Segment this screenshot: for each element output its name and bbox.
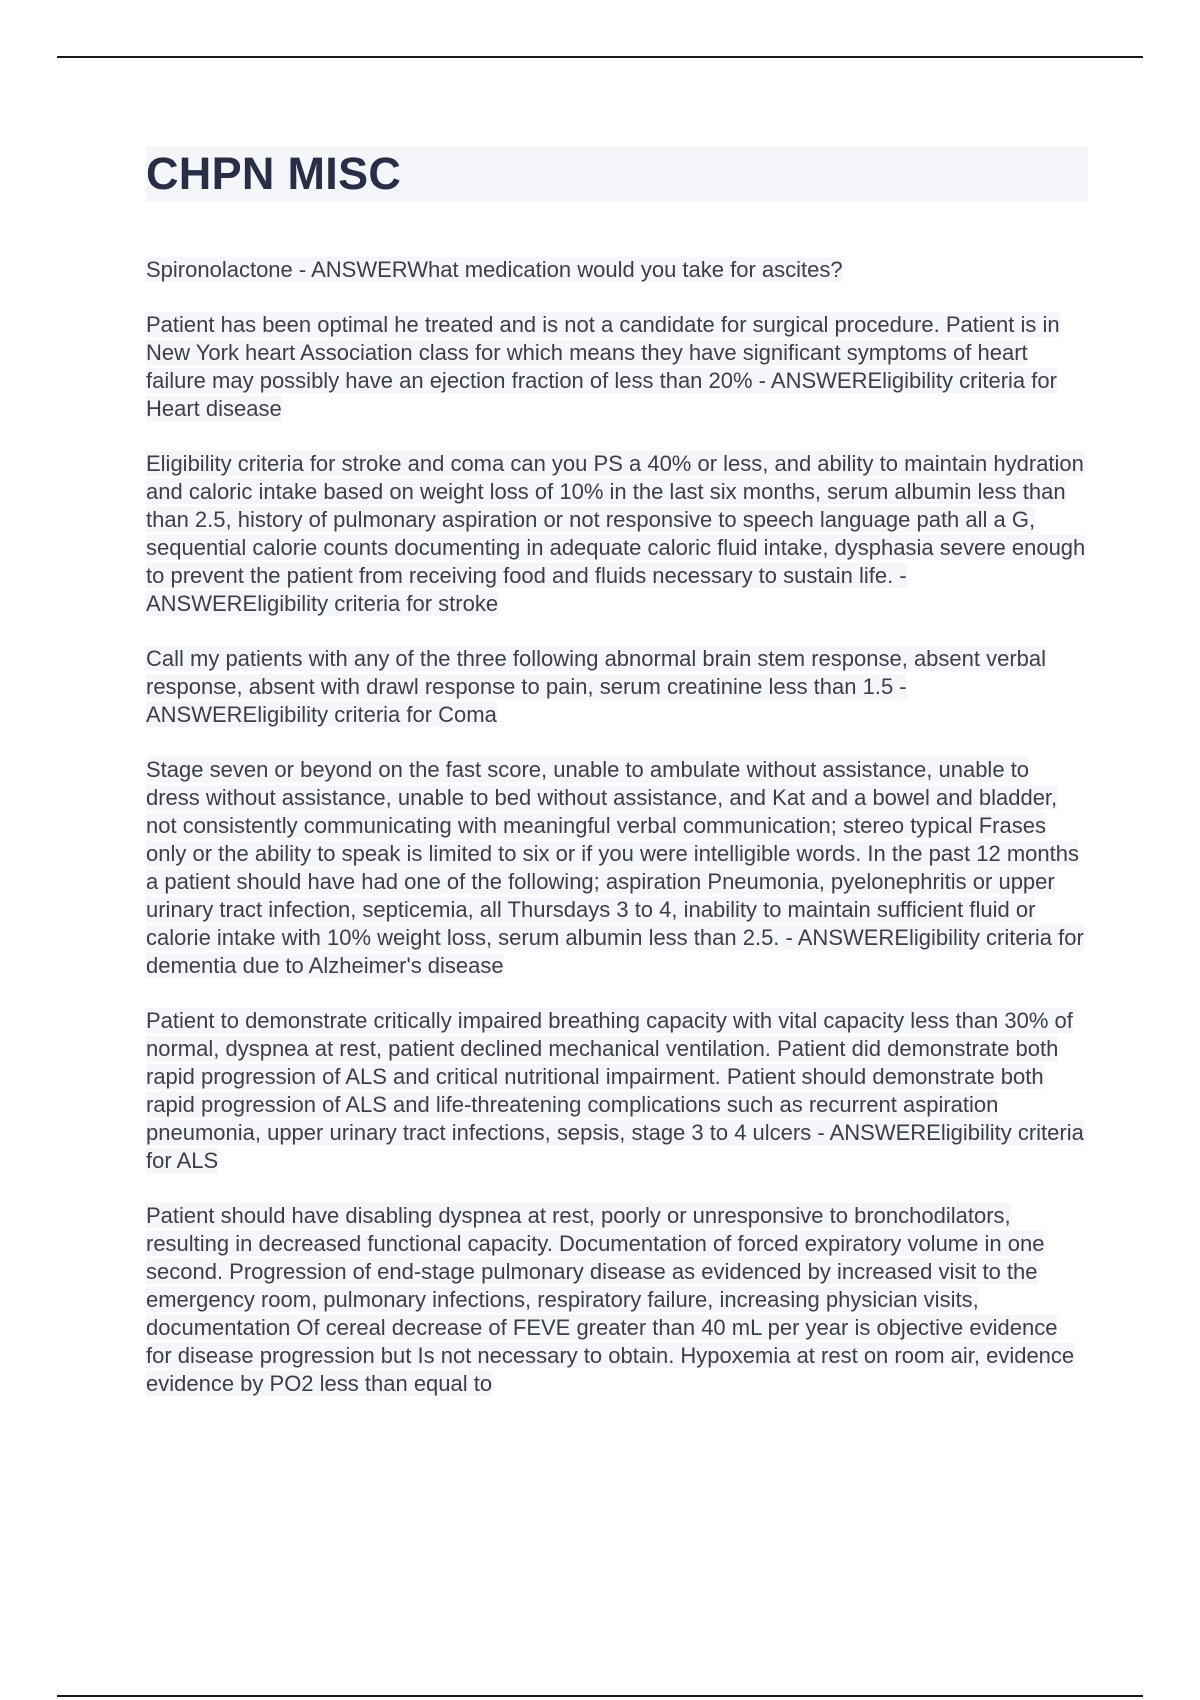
qa-text: Patient should have disabling dyspnea at rest, poorly or unresponsive to bronchodilators, resulting in decreased functional capacity. Documentation of forced expiratory volume in one second. Progression of end-stage pulmonary disease as evidenced by increased visit to the emergency room, pulmonary infections, respiratory failure, increasing physician visits, documentation Of cereal decrease of FEVE greater than 40 mL per year is objective evidence for disease progression but Is not necessary to obtain. Hypoxemia at rest on room air, evidence evidence by PO2 less than equal to — [146, 1203, 1075, 1396]
qa-item — [146, 311, 1088, 423]
qa-item — [146, 256, 1088, 284]
qa-item — [146, 645, 1088, 729]
top-rule — [57, 56, 1143, 58]
qa-item — [146, 756, 1088, 980]
bottom-rule — [57, 1695, 1143, 1697]
document-title: CHPN MISC — [146, 148, 402, 199]
qa-item — [146, 1202, 1088, 1398]
qa-text: Call my patients with any of the three following abnormal brain stem response, absent verbal response, absent with drawl response to pain, serum creatinine less than 1.5 - ANSWEREligibility criteria for Coma — [146, 646, 1047, 727]
title-band — [146, 146, 1088, 202]
qa-text: Patient to demonstrate critically impaired breathing capacity with vital capacity less than 30% of normal, dyspnea at rest, patient declined mechanical ventilation. Patient did demonstrate both rapid progression of ALS and critical nutritional impairment. Patient should demonstrate both rapid progression of ALS and life-threatening complications such as recurrent aspiration pneumonia, upper urinary tract infections, sepsis, stage 3 to 4 ulcers - ANSWEREligibility criteria for ALS — [146, 1008, 1084, 1173]
qa-text: Eligibility criteria for stroke and coma can you PS a 40% or less, and ability to maintain hydration and caloric intake based on weight loss of 10% in the last six months, serum albumin less than than 2.5, history of pulmonary aspiration or not responsive to speech language path all a G, sequential calorie counts documenting in adequate caloric fluid intake, dysphasia severe enough to prevent the patient from receiving food and fluids necessary to sustain life. - ANSWEREligibility criteria for stroke — [146, 451, 1086, 616]
qa-item — [146, 1007, 1088, 1175]
qa-text: Spironolactone - ANSWERWhat medication would you take for ascites? — [146, 257, 843, 282]
qa-item — [146, 450, 1088, 618]
qa-text: Stage seven or beyond on the fast score, unable to ambulate without assistance, unable to dress without assistance, unable to bed without assistance, and Kat and a bowel and bladder, not consistently communicating with meaningful verbal communication; stereo typical Frases only or the ability to speak is limited to six or if you were intelligible words. In the past 12 months a patient should have had one of the following; aspiration Pneumonia, pyelonephritis or upper urinary tract infection, septicemia, all Thursdays 3 to 4, inability to maintain sufficient fluid or calorie intake with 10% weight loss, serum albumin less than 2.5. - ANSWEREligibility criteria for dementia due to Alzheimer's disease — [146, 757, 1084, 978]
qa-list — [146, 256, 1088, 1398]
qa-text: Patient has been optimal he treated and is not a candidate for surgical procedure. Patient is in New York heart Association class for which means they have significant symptoms of heart failure may possibly have an ejection fraction of less than 20% - ANSWEREligibility criteria for Heart disease — [146, 312, 1060, 421]
document-body — [146, 146, 1088, 1425]
